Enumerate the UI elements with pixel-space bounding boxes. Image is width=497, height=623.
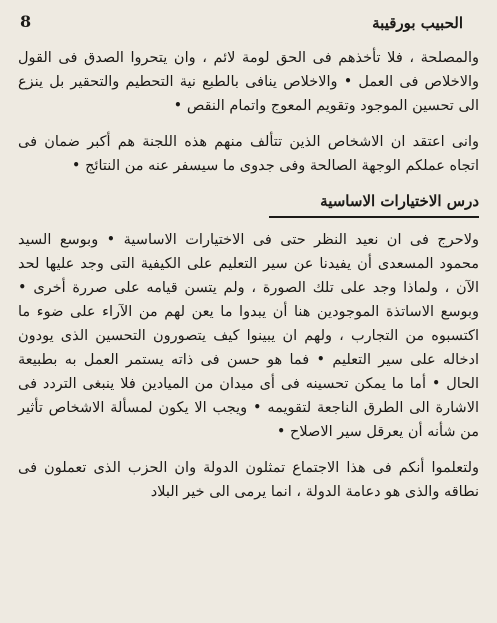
- paragraph-4: ولتعلموا أنكم فى هذا الاجتماع تمثلون الدولة وان الحزب الذى تعملون فى نطاقه والذى هو دعامة الدولة ، انما يرمى الى خير البلاد: [18, 460, 479, 500]
- section-heading: [18, 190, 479, 218]
- section-heading-text: درس الاختيارات الاساسية: [269, 190, 479, 218]
- page-number: 8: [20, 12, 32, 31]
- running-title: الحبيب بورقيبة: [372, 14, 463, 32]
- paragraph-2: وانى اعتقد ان الاشخاص الذين تتألف منهم هذه اللجنة هم أكبر ضمان فى اتجاه عملكم الوجهة الصالحة وفى جدوى ما سيسفر عنه من النتائج •: [18, 134, 479, 174]
- paragraph-1: والمصلحة ، فلا تأخذهم فى الحق لومة لائم ، وان يتحروا الصدق فى القول والاخلاص فى العمل • والاخلاص ينافى بالطبع نية التحطيم والتحقير بل ينزع الى تحسين الموجود وتقويم المعوج واتمام النقص •: [18, 50, 479, 114]
- page-header: [18, 12, 479, 46]
- paragraph-3: ولاحرج فى ان نعيد النظر حتى فى الاختيارات الاساسية • وبوسع السيد محمود المسعدى أن يفيدنا عن سير التعليم على الكيفية التى وجد عليها لحد الآن ، ولماذا وجد على تلك الصورة ، ولم يتسن قيامه على صررة أخرى • وبوسع الاساتذة الموجودين هنا أن يبدوا ما يعن لهم من الآراء على ضوء ما اكتسبوه من التجارب ، ولهم ان يبينوا كيف يتصورون التحسين الذى يودون ادخاله على سير التعليم • فما هو حسن فى ذاته يستمر العمل به بطبيعة الحال • أما ما يمكن تحسينه فى أى ميدان من الميادين فلا ينبغى التردد فى الاشارة الى الطرق الناجعة لتقويمه • ويجب الا يكون لمسألة الاشخاص تأثير من شأنه أن يعرقل سير الاصلاح •: [18, 232, 479, 440]
